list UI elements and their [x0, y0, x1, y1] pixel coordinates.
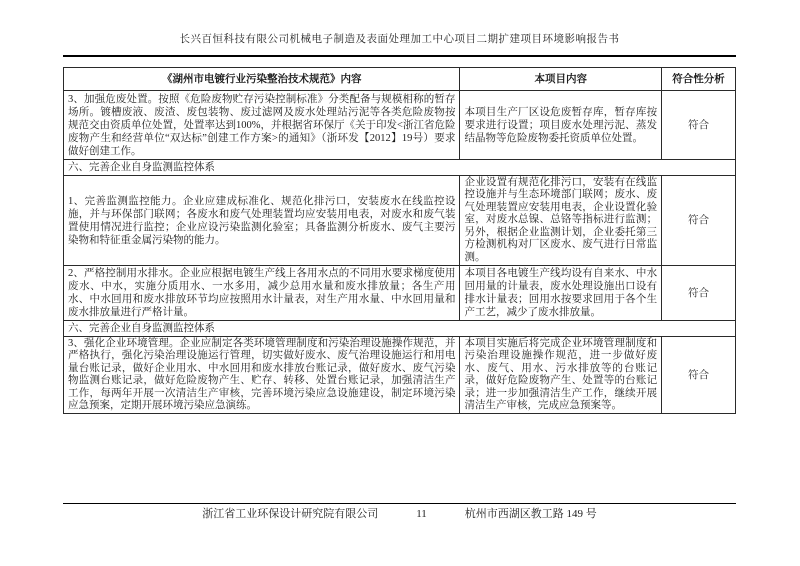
footer-page-number: 11 — [416, 508, 427, 520]
table-row — [64, 266, 736, 321]
column-header-project: 本项目内容 — [460, 68, 662, 91]
table-row — [64, 337, 736, 414]
table-row — [64, 91, 736, 160]
table-header-row — [64, 68, 736, 91]
table-row — [64, 176, 736, 266]
requirement-cell: 3、强化企业环境管理。企业应制定各类环境管理制度和污染治理设施操作规范，并严格执行，强化污染治理设施运行管理，切实做好废水、废气治理设施运行和用电量台账记录，做好企业用水、中水回用和废水排放台账记录，做好废水、废气污染物监测台账记录，做好危险废物产生、贮存、转移、处置台账记录，加强清洁生产工作，每两年开展一次清洁生产审核，完善环境污染应急设施建设，制定环境污染应急预案，定期开展环境污染应急演练。 — [64, 337, 460, 414]
project-cell: 本项目生产厂区设危废暂存库，暂存库按要求进行设置；项目废水处理污泥、蒸发结晶物等危险废物委托资质单位处置。 — [460, 91, 662, 160]
column-header-regulation: 《湖州市电镀行业污染整治技术规范》内容 — [64, 68, 460, 91]
project-cell: 本项目实施后将完成企业环境管理制度和污染治理设施操作规范，进一步做好废水、废气、用水、污水排放等的台账记录，做好危险废物产生、处置等的台账记录；进一步加强清洁生产工作，继续开展清洁生产审核，完成应急预案等。 — [460, 337, 662, 414]
section-title: 六、完善企业自身监测监控体系 — [64, 160, 736, 176]
project-cell: 本项目各电镀生产线均设有自来水、中水回用量的计量表，废水处理设施出口设有排水计量表；回用水按要求回用于各个生产工艺，减少了废水排放量。 — [460, 266, 662, 321]
section-row — [64, 321, 736, 337]
footer-company: 浙江省工业环保设计研究院有限公司 — [202, 508, 379, 520]
section-title: 六、完善企业自身监测监控体系 — [64, 321, 736, 337]
compliance-table — [63, 67, 736, 414]
footer-address: 杭州市西湖区教工路 149 号 — [464, 508, 597, 520]
project-cell: 企业设置有规范化排污口，安装有在线监控设施并与生态环境部门联网；废水、废气处理装置应安装用电表，企业设置化验室，对废水总镍、总铬等指标进行监测；另外，根据企业监测计划，企业委托第三方检测机构对厂区废水、废气进行日常监测。 — [460, 176, 662, 266]
page-title: 长兴百恒科技有限公司机械电子制造及表面处理加工中心项目二期扩建项目环境影响报告书 — [179, 34, 620, 45]
requirement-cell: 3、加强危废处置。按照《危险废物贮存污染控制标准》分类配备与规模相称的暂存场所。镀槽废液、废渣、废包装物、废过滤网及废水处理站污泥等各类危险废物按规范交由资质单位处置，处置率达到100%，并根据省环保厅《关于印发<浙江省危险废物产生和经营单位“双达标”创建工作方案>的通知》（浙环发【2012】19号）要求做好创建工作。 — [64, 91, 460, 160]
requirement-cell: 1、完善监测监控能力。企业应建成标准化、规范化排污口，安装废水在线监控设施，并与环保部门联网；各废水和废气处理装置均应安装用电表，对废水和废气装置使用情况进行监控；企业应设污染监测化验室；具备监测分析废水、废气主要污染物和特征重金属污染物的能力。 — [64, 176, 460, 266]
column-header-compliance: 符合性分析 — [662, 68, 736, 91]
compliance-cell: 符合 — [662, 91, 736, 160]
compliance-cell: 符合 — [662, 337, 736, 414]
section-row — [64, 160, 736, 176]
compliance-cell: 符合 — [662, 266, 736, 321]
requirement-cell: 2、严格控制用水排水。企业应根据电镀生产线上各用水点的不同用水要求梯度使用废水、中水，实施分质用水、一水多用，减少总用水量和废水排放量；各生产用水、中水回用和废水排放环节均应按照用水计量表，对生产用水量、中水回用量和废水排放量进行严格计量。 — [64, 266, 460, 321]
page-footer — [63, 503, 736, 521]
compliance-cell: 符合 — [662, 176, 736, 266]
header-rule — [63, 55, 736, 57]
